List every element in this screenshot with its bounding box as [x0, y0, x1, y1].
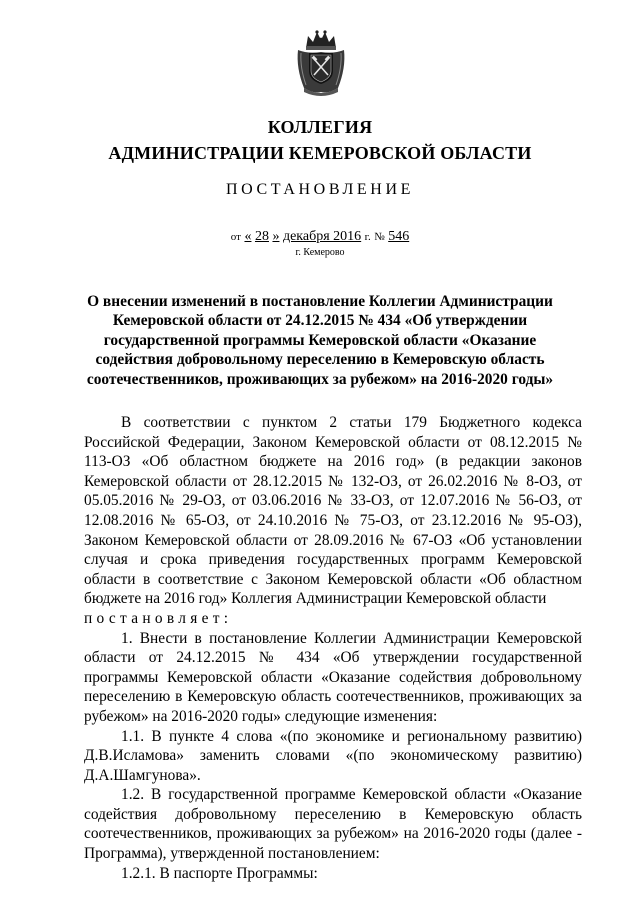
document-date-line: [0, 229, 640, 245]
coat-of-arms-emblem: [294, 28, 348, 98]
item-1-2-1-paragraph: 1.2.1. В паспорте Программы:: [121, 864, 318, 882]
organization-title: КОЛЛЕГИЯ: [267, 117, 373, 137]
date-close-quote: »: [272, 229, 280, 244]
item-1-paragraph: 1. Внести в постановление Коллегии Администрации Кемеровской области от 24.12.2015 № 434 «Об утверждении государственной программы Кемеровской области «Оказание содействия добровольному переселению в Кемеровскую область соотечественников, проживающих за рубежом» на 2016-2020 годы» следующие изменения:: [84, 629, 582, 725]
document-city: г. Кемерово: [295, 247, 345, 258]
date-day: 28: [254, 229, 269, 244]
date-prefix: от: [230, 231, 241, 243]
item-1-1-paragraph: 1.1. В пункте 4 слова «(по экономике и региональному развитию) Д.В.Исламова» заменить словами «(по экономическому развитию) Д.А.Шамгунова».: [84, 727, 582, 784]
organization-subtitle: АДМИНИСТРАЦИИ КЕМЕРОВСКОЙ ОБЛАСТИ: [108, 143, 532, 163]
date-year-suffix: г.: [364, 231, 371, 243]
document-title: О внесении изменений в постановление Коллегии Администрации Кемеровской области от 24.12.2015 № 434 «Об утверждении государственной программы Кемеровской области «Оказание содействия добровольному переселению в Кемеровскую область соотечественников, проживающих за рубежом» на 2016-2020 годы»: [86, 293, 554, 388]
number-sign: №: [374, 231, 385, 243]
date-month-year: декабря 2016: [282, 229, 362, 244]
preamble-paragraph: В соответствии с пунктом 2 статьи 179 Бюджетного кодекса Российской Федерации, Законом Кемеровской области от 08.12.2015 № 113-ОЗ «Об областном бюджете на 2016 год» (в редакции законов Кемеровской области от 28.12.2015 № 132-ОЗ, от 26.02.2016 № 8-ОЗ, от 05.05.2016 № 29-ОЗ, от 03.06.2016 № 33-ОЗ, от 12.07.2016 № 56-ОЗ, от 12.08.2016 № 65-ОЗ, от 24.10.2016 № 75-ОЗ, от 23.12.2016 № 95-ОЗ), Законом Кемеровской области от 28.09.2016 № 67-ОЗ «Об установлении случая и срока приведения государственных программ Кемеровской области в соответствие с Законом Кемеровской области «Об областном бюджете на 2016 год» Коллегия Администрации Кемеровской области: [84, 414, 582, 608]
document-number: 546: [388, 229, 410, 244]
date-open-quote: «: [244, 229, 252, 244]
document-body: [84, 413, 582, 883]
resolves-word: постановляет:: [84, 609, 233, 627]
item-1-2-paragraph: 1.2. В государственной программе Кемеровской области «Оказание содействия добровольному переселению в Кемеровскую область соотечественников, проживающих за рубежом» на 2016-2020 годы (далее - Программа), утвержденной постановлением:: [84, 786, 582, 863]
document-type: ПОСТАНОВЛЕНИЕ: [226, 181, 414, 198]
